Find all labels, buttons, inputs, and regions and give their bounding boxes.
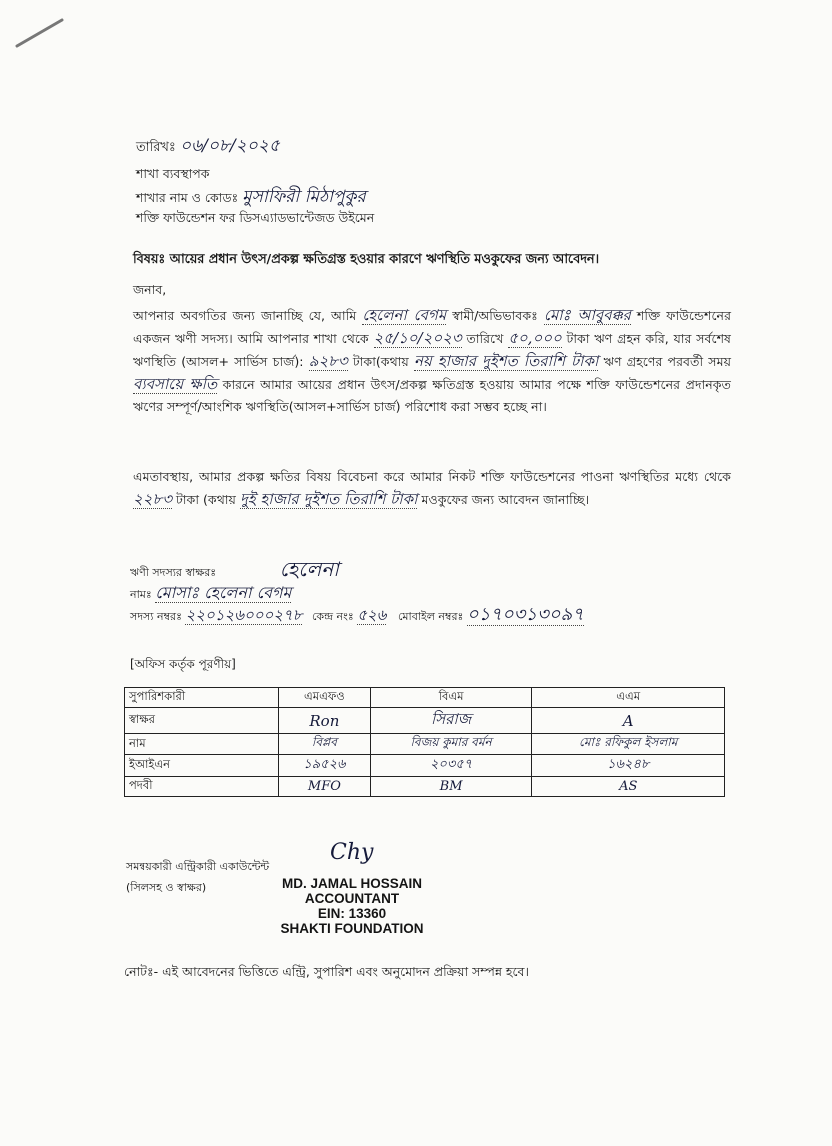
- applicant-ids-line: [130, 600, 584, 631]
- office-recommendation-table: [124, 687, 725, 797]
- table-cell: BM: [370, 777, 532, 797]
- applicant-name-value: মোসাঃ হেলেনা বেগম: [155, 583, 292, 602]
- column-header: সুপারিশকারী: [125, 688, 279, 708]
- paragraph-1: [133, 304, 731, 418]
- table-cell: বিপ্লব: [279, 734, 371, 755]
- footer-note: নোটঃ- এই আবেদনের ভিত্তিতে এন্ট্রি, সুপারিশ এবং অনুমোদন প্রক্রিয়া সম্পন্ন হবে।: [124, 964, 529, 979]
- table-cell: সিরাজ: [370, 708, 532, 734]
- row-label: পদবী: [125, 777, 279, 797]
- branch-line: [136, 184, 366, 212]
- stamp-designation: ACCOUNTANT: [304, 891, 400, 906]
- center-value: ৫২৬: [357, 606, 387, 624]
- table-cell: ১৬২৪৮: [532, 755, 725, 777]
- table-cell: বিজয় কুমার বর্মন: [370, 734, 532, 755]
- accountant-label-line2: (সিলসহ ও স্বাক্ষর): [126, 881, 207, 894]
- stamp-ein: EIN: 13360: [317, 906, 387, 921]
- p1-text-d: তারিখে: [466, 331, 504, 346]
- subject-line: বিষয়ঃ আয়ের প্রধান উৎস/প্রকল্প ক্ষতিগ্রস্ত হওয়ার কারণে ঋণস্থিতি মওকুফের জন্য আবেদন।: [133, 252, 600, 267]
- balance-words-field: নয় হাজার দুইশত তিরাশি টাকা: [414, 352, 599, 370]
- guardian-name-field: মোঃ আবুবক্কর: [543, 306, 631, 324]
- waiver-amount-field: ২২৮৩: [133, 490, 172, 508]
- table-row: [125, 708, 725, 734]
- loan-date-field: ২৫/১০/২০২৩: [373, 329, 462, 347]
- p2-text-a: এমতাবস্থায়, আমার প্রকল্প ক্ষতির বিষয় বিবেচনা করে আমার নিকট শক্তি ফাউন্ডেশনের পাওনা ঋণস্থিতির মধ্যে থেকে: [133, 469, 731, 484]
- table-cell: মোঃ রফিকুল ইসলাম: [532, 734, 725, 755]
- table-cell: MFO: [279, 777, 371, 797]
- column-header: এমএফও: [279, 688, 371, 708]
- p1-text-g: ঋণ গ্রহণের পরবর্তী সময়: [603, 354, 732, 369]
- table-cell: Ron: [279, 708, 371, 734]
- member-no-value: ২২০১২৬০০০২৭৮: [185, 606, 303, 624]
- date-label: তারিখঃ: [136, 140, 176, 155]
- p2-text-b: টাকা (কথায়: [176, 492, 236, 507]
- row-label: ইআইএন: [125, 755, 279, 777]
- member-name-field: হেলেনা বেগম: [362, 306, 447, 324]
- pen-mark: [14, 16, 66, 50]
- salutation: জনাব,: [133, 282, 167, 297]
- mobile-value: ০১৭০৩১৩০৯৭: [466, 604, 584, 625]
- p2-text-c: মওকুফের জন্য আবেদন জানাচ্ছি।: [421, 492, 590, 507]
- p1-text-c: শক্তি ফাউন্ডেশনের একজন ঋণী সদস্য। আমি আপনার শাখা থেকে: [133, 308, 731, 346]
- p1-text-a: আপনার অবগতির জন্য জানাচ্ছি যে, আমি: [133, 308, 357, 323]
- accountant-label: [126, 856, 269, 898]
- date-value: ০৬/০৮/২০২৫: [180, 136, 280, 156]
- column-header: এএম: [532, 688, 725, 708]
- balance-field: ৯২৮৩: [308, 352, 348, 370]
- reason-field: ব্যবসায়ে ক্ষতি: [133, 375, 218, 393]
- table-cell: ১৯৫২৬: [279, 755, 371, 777]
- branch-label: শাখার নাম ও কোডঃ: [136, 190, 239, 205]
- applicant-signature: হেলেনা: [279, 557, 339, 581]
- table-cell: A: [532, 708, 725, 734]
- branch-value: মুসাফিরী মিঠাপুকুর: [242, 187, 366, 207]
- p1-text-b: স্বামী/অভিভাবকঃ: [452, 308, 538, 323]
- mobile-label: মোবাইল নম্বরঃ: [397, 610, 464, 623]
- p1-text-h: কারনে আমার আয়ের প্রধান উৎস/প্রকল্প ক্ষতিগ্রস্ত হওয়ায় আমার পক্ষে শক্তি ফাউন্ডেশনের প্রদানকৃত ঋণের সম্পূর্ণ/আংশিক ঋণস্থিতি(আসল+সার্ভিস চার্জ) পরিশোধ করা সম্ভব হচ্ছে না।: [133, 377, 731, 414]
- stamp-name: MD. JAMAL HOSSAIN: [281, 876, 422, 891]
- date-line: [136, 133, 280, 161]
- row-label: নাম: [125, 734, 279, 755]
- applicant-name-label: নামঃ: [130, 588, 152, 601]
- loan-amount-field: ৫০,০০০: [508, 329, 562, 347]
- p1-text-f: টাকা(কথায়: [352, 354, 409, 369]
- p1-text-e: টাকা ঋণ গ্রহন করি, যার সর্বশেষ ঋণস্থিতি (আসল+ সার্ভিস চার্জ):: [133, 331, 731, 369]
- table-row: [125, 755, 725, 777]
- table-row: [125, 777, 725, 797]
- row-label: স্বাক্ষর: [125, 708, 279, 734]
- applicant-signature-label: ঋণী সদস্যর স্বাক্ষরঃ: [130, 566, 217, 579]
- table-cell: AS: [532, 777, 725, 797]
- office-section-title: [অফিস কর্তৃক পূরণীয়]: [130, 657, 236, 671]
- member-no-label: সদস্য নম্বরঃ: [130, 610, 182, 623]
- accountant-stamp: [272, 876, 432, 936]
- table-cell: ২০৩৫৭: [370, 755, 532, 777]
- recipient-line: শাখা ব্যবস্থাপক: [136, 166, 210, 181]
- paragraph-2: [133, 466, 731, 511]
- waiver-words-field: দুই হাজার দুইশত তিরাশি টাকা: [239, 490, 418, 508]
- accountant-signature: Chy: [330, 840, 374, 865]
- accountant-label-line1: সমন্বয়কারী এন্ট্রিকারী একাউন্টেন্ট: [126, 860, 270, 873]
- center-label: কেন্দ্র নংঃ: [311, 610, 354, 623]
- column-header: বিএম: [370, 688, 532, 708]
- stamp-organization: SHAKTI FOUNDATION: [280, 921, 424, 936]
- organization-line: শক্তি ফাউন্ডেশন ফর ডিসএ্যাডভান্টেজড উইমেন: [136, 210, 375, 225]
- table-row: [125, 734, 725, 755]
- table-header-row: [125, 688, 725, 708]
